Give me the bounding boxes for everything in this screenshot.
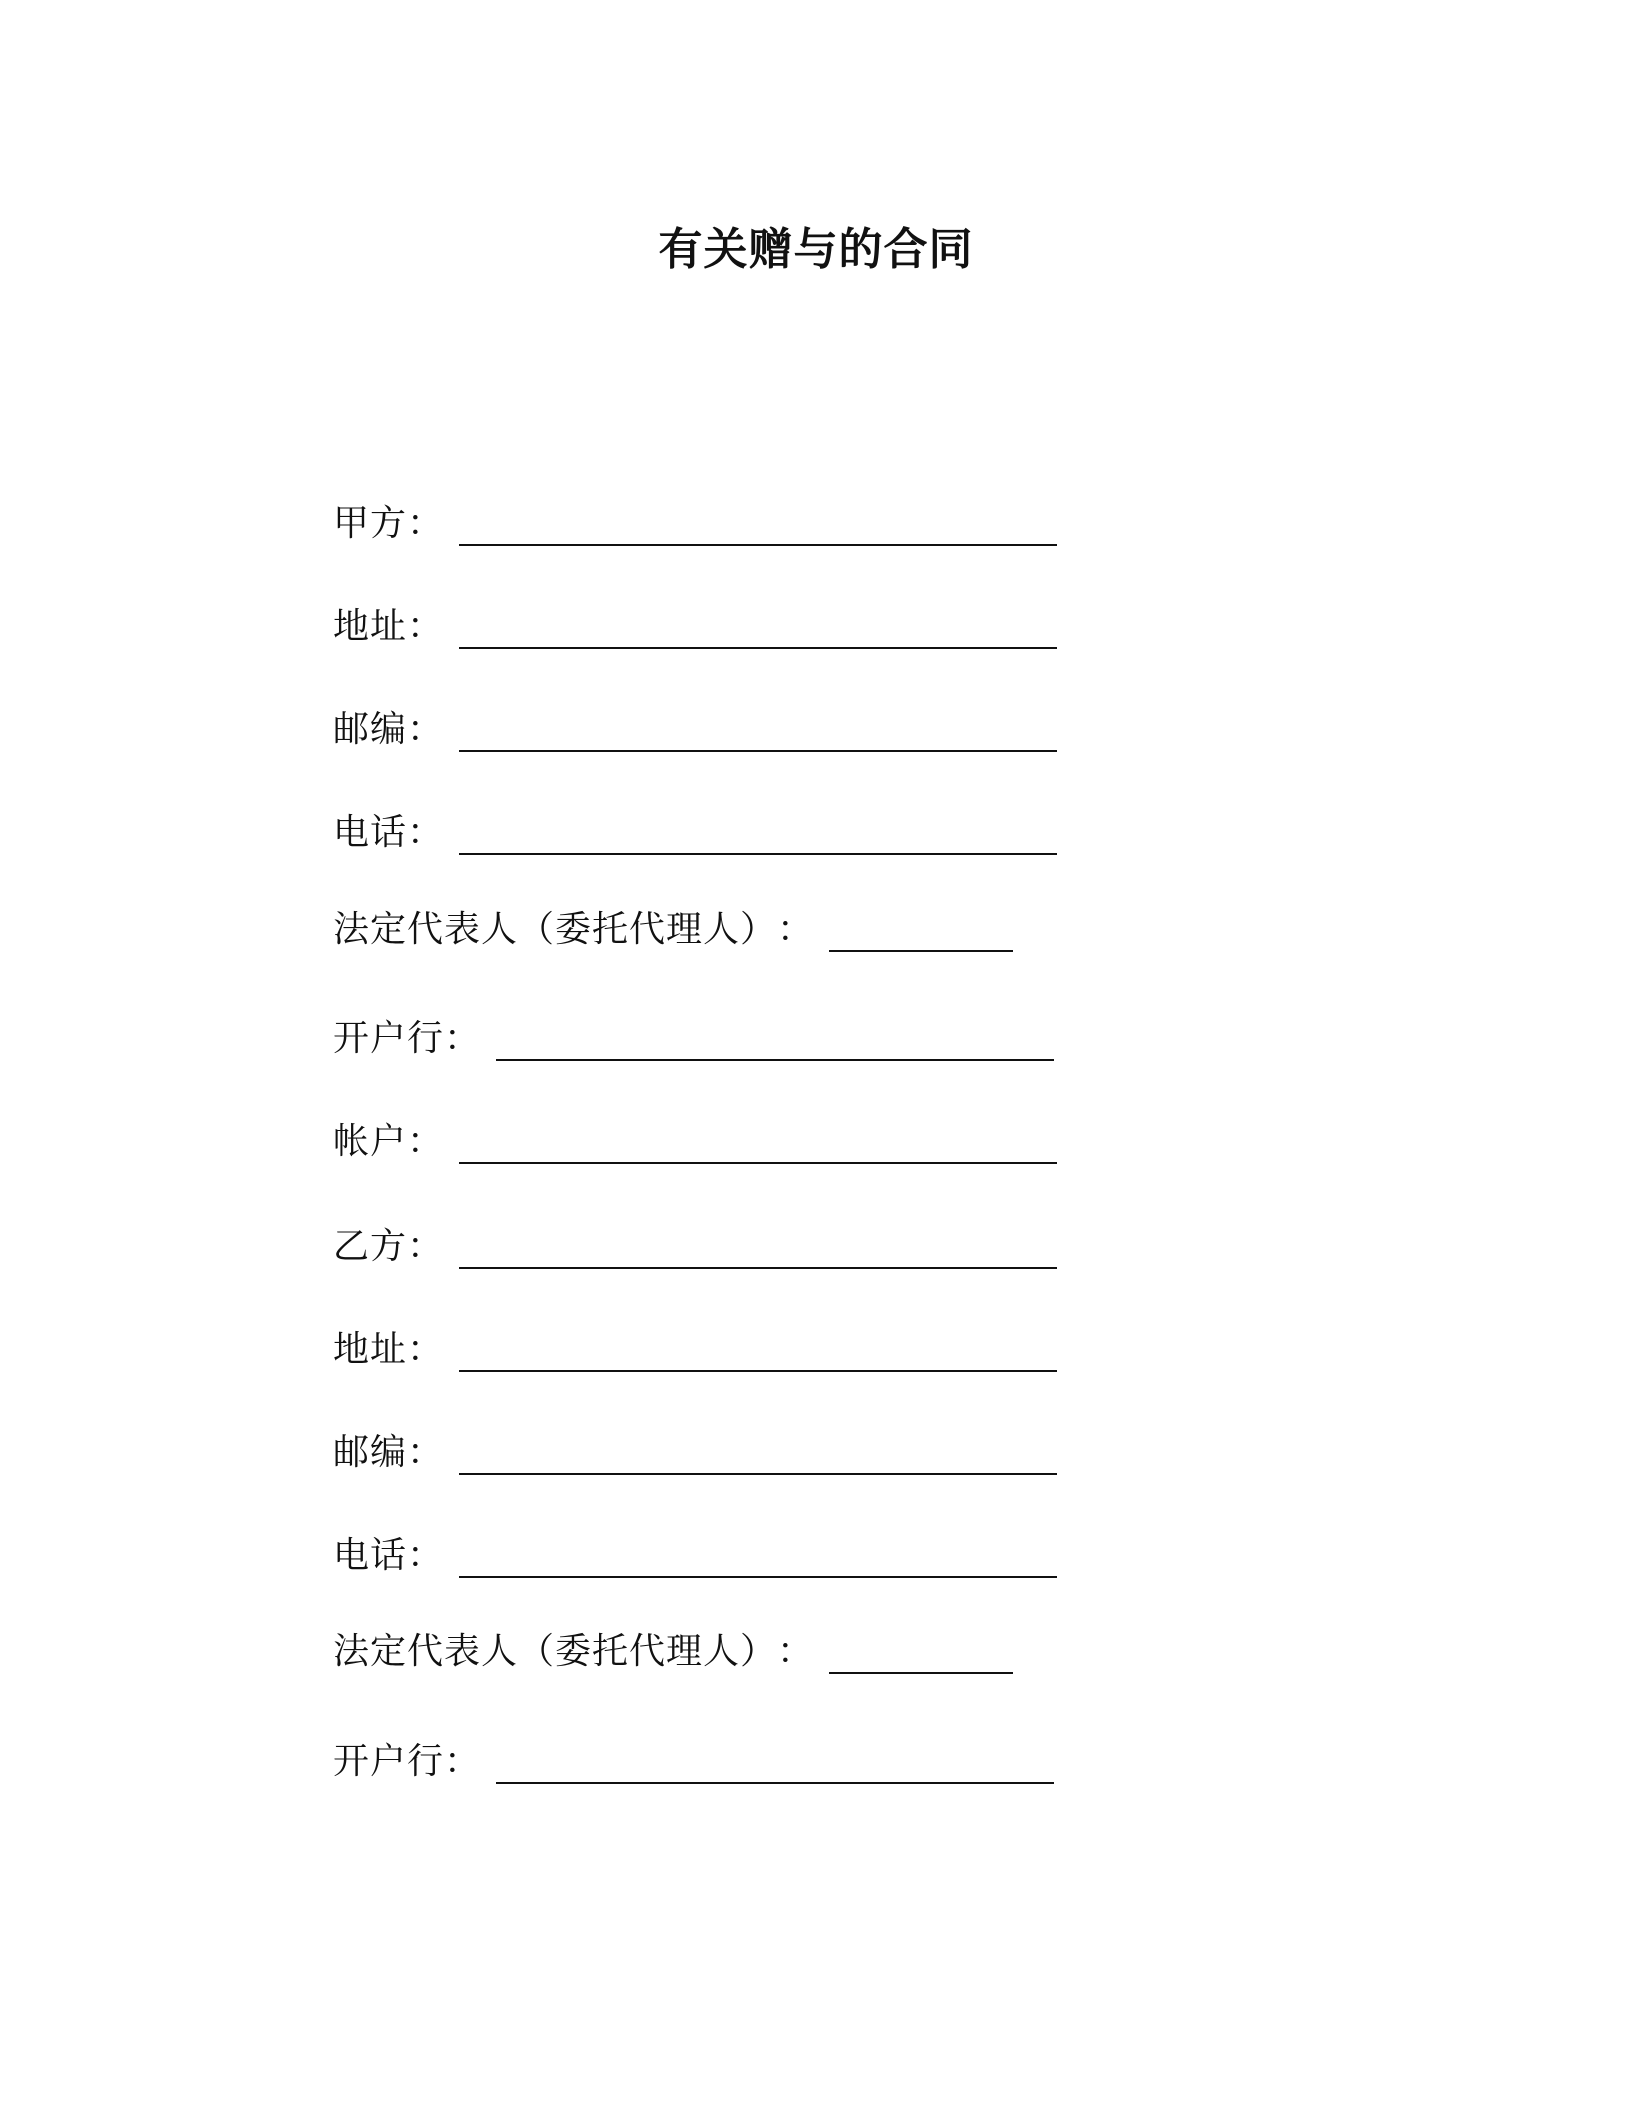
party-b-phone-blank[interactable]: [459, 1575, 1057, 1578]
party-a-bank-field: [333, 1017, 1054, 1061]
party-b-postcode-field: [333, 1431, 1057, 1475]
party-a-address-blank[interactable]: [459, 646, 1057, 649]
party-b-representative-label: 法定代表人（委托代理人）: [333, 1631, 778, 1672]
party-a-name-blank[interactable]: [459, 543, 1057, 546]
party-b-phone-label: 电话: [333, 1535, 408, 1576]
party-b-representative-blank[interactable]: [829, 1671, 1013, 1674]
party-a-account-field: [333, 1120, 1057, 1164]
party-a-account-blank[interactable]: [459, 1161, 1057, 1164]
party-b-postcode-blank[interactable]: [459, 1472, 1057, 1475]
party-a-account-label: 帐户: [333, 1121, 408, 1162]
party-b-name-blank[interactable]: [459, 1266, 1057, 1269]
colon: ：: [407, 1432, 444, 1473]
party-b-name-field: [333, 1225, 1057, 1269]
party-a-address-label: 地址: [333, 606, 408, 647]
colon: ：: [407, 1329, 444, 1370]
colon: ：: [407, 709, 444, 750]
party-a-postcode-field: [333, 708, 1057, 752]
colon: ：: [444, 1018, 481, 1059]
party-a-bank-label: 开户行: [333, 1018, 445, 1059]
colon: ：: [444, 1741, 481, 1782]
colon: ：: [407, 606, 444, 647]
party-b-phone-field: [333, 1534, 1057, 1578]
colon: ：: [407, 1535, 444, 1576]
party-a-phone-label: 电话: [333, 812, 408, 853]
party-a-name-field: [333, 502, 1057, 546]
colon: ：: [407, 503, 444, 544]
party-b-name-label: 乙方: [333, 1226, 408, 1267]
party-b-representative-field: [333, 1630, 1013, 1674]
party-a-postcode-label: 邮编: [333, 709, 408, 750]
party-a-address-field: [333, 605, 1057, 649]
party-b-bank-field: [333, 1740, 1054, 1784]
party-a-bank-blank[interactable]: [496, 1058, 1054, 1061]
party-a-name-label: 甲方: [333, 503, 408, 544]
party-a-phone-field: [333, 811, 1057, 855]
party-b-address-field: [333, 1328, 1057, 1372]
party-a-representative-blank[interactable]: [829, 949, 1013, 952]
party-b-postcode-label: 邮编: [333, 1432, 408, 1473]
colon: ：: [407, 1226, 444, 1267]
colon: ：: [777, 1631, 814, 1672]
party-b-address-label: 地址: [333, 1329, 408, 1370]
party-a-phone-blank[interactable]: [459, 852, 1057, 855]
party-b-bank-label: 开户行: [333, 1741, 445, 1782]
party-b-bank-blank[interactable]: [496, 1781, 1054, 1784]
colon: ：: [777, 909, 814, 950]
party-a-representative-field: [333, 908, 1013, 952]
party-a-postcode-blank[interactable]: [459, 749, 1057, 752]
document-title: 有关赠与的合同: [658, 224, 974, 275]
colon: ：: [407, 1121, 444, 1162]
party-a-representative-label: 法定代表人（委托代理人）: [333, 909, 778, 950]
party-b-address-blank[interactable]: [459, 1369, 1057, 1372]
colon: ：: [407, 812, 444, 853]
